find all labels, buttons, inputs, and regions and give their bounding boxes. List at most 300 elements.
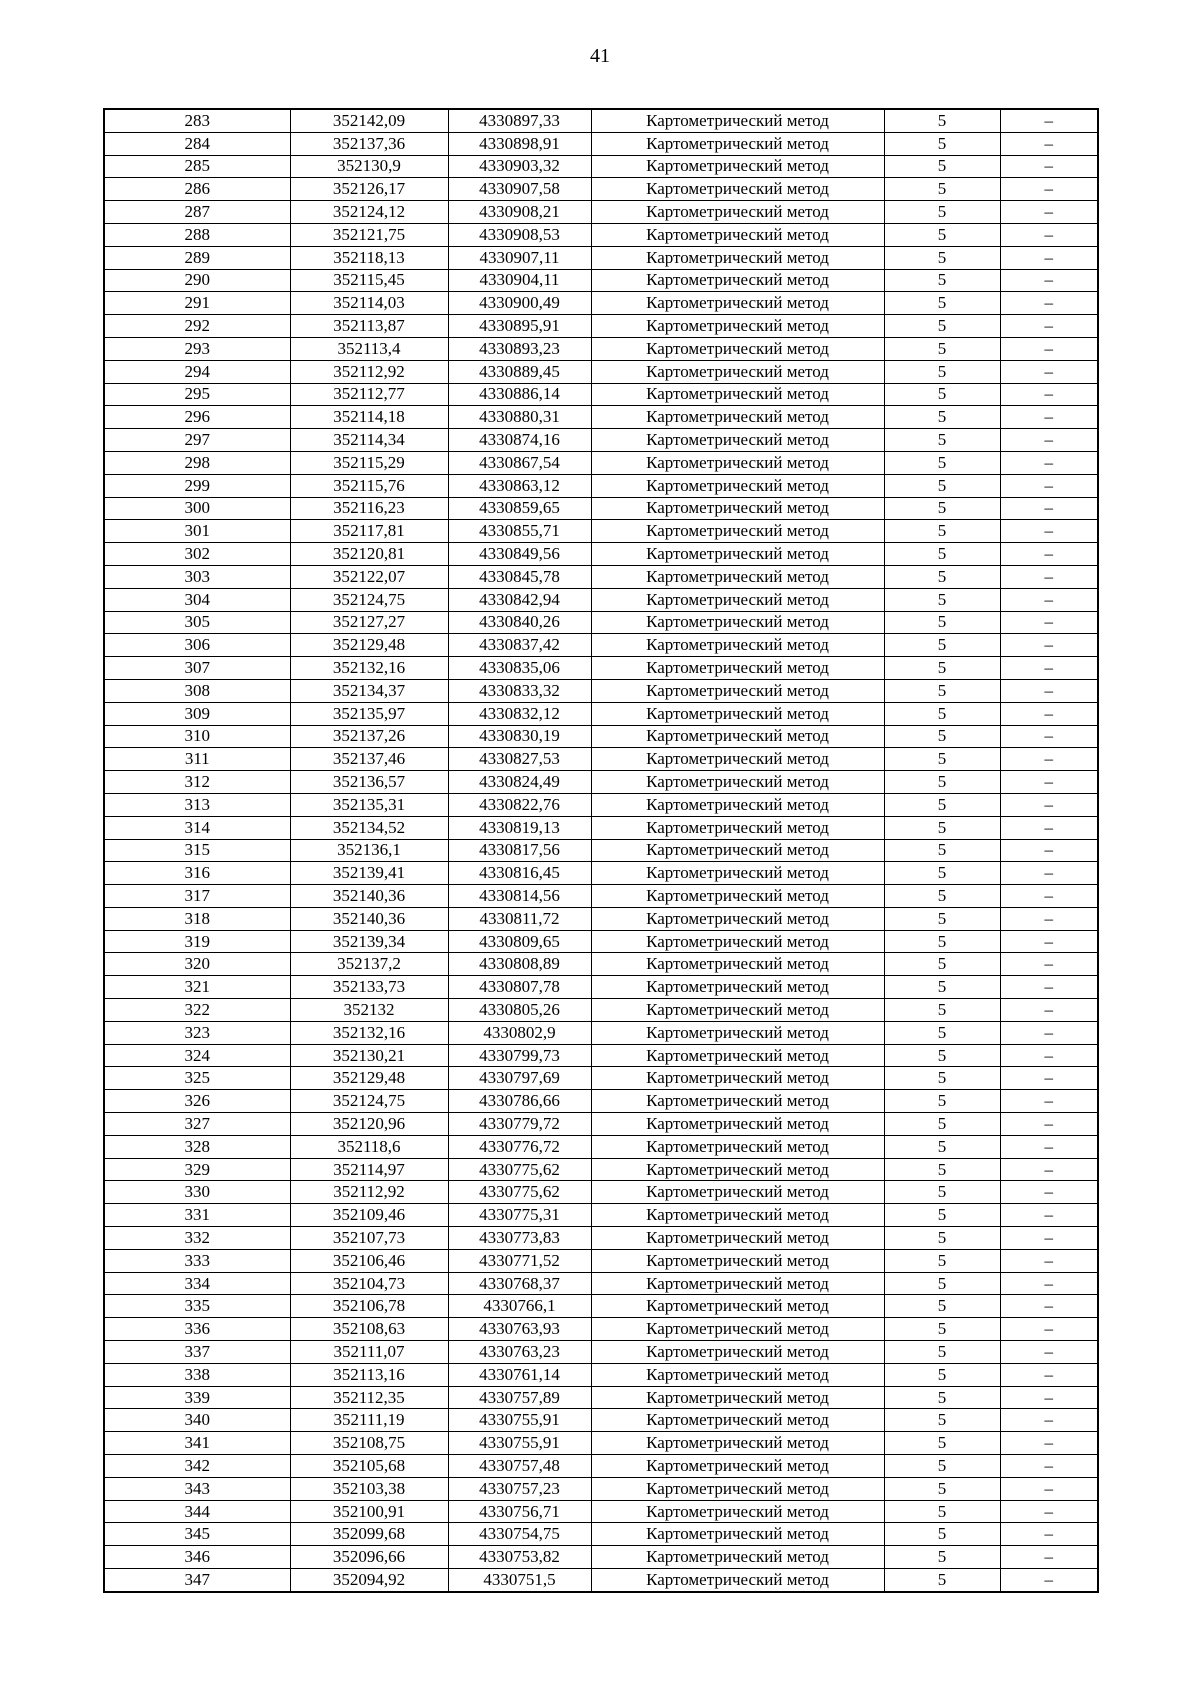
note-cell: – bbox=[1000, 429, 1098, 452]
x-coordinate-cell: 352130,21 bbox=[290, 1044, 448, 1067]
table-row bbox=[104, 907, 1098, 930]
table-row bbox=[104, 1113, 1098, 1136]
method-cell: Картометрический метод bbox=[591, 269, 884, 292]
method-cell: Картометрический метод bbox=[591, 1341, 884, 1364]
table-row bbox=[104, 1569, 1098, 1592]
y-coordinate-cell: 4330840,26 bbox=[448, 611, 591, 634]
accuracy-cell: 5 bbox=[884, 976, 1000, 999]
x-coordinate-cell: 352124,75 bbox=[290, 1090, 448, 1113]
x-coordinate-cell: 352112,35 bbox=[290, 1386, 448, 1409]
accuracy-cell: 5 bbox=[884, 201, 1000, 224]
point-number-cell: 290 bbox=[104, 269, 290, 292]
table-row bbox=[104, 679, 1098, 702]
method-cell: Картометрический метод bbox=[591, 907, 884, 930]
point-number-cell: 315 bbox=[104, 839, 290, 862]
point-number-cell: 295 bbox=[104, 383, 290, 406]
table-row bbox=[104, 543, 1098, 566]
x-coordinate-cell: 352112,92 bbox=[290, 1181, 448, 1204]
x-coordinate-cell: 352122,07 bbox=[290, 565, 448, 588]
point-number-cell: 299 bbox=[104, 474, 290, 497]
point-number-cell: 334 bbox=[104, 1272, 290, 1295]
y-coordinate-cell: 4330867,54 bbox=[448, 451, 591, 474]
x-coordinate-cell: 352117,81 bbox=[290, 520, 448, 543]
y-coordinate-cell: 4330832,12 bbox=[448, 702, 591, 725]
coordinates-table bbox=[103, 108, 1099, 1593]
y-coordinate-cell: 4330755,91 bbox=[448, 1432, 591, 1455]
method-cell: Картометрический метод bbox=[591, 1227, 884, 1250]
note-cell: – bbox=[1000, 223, 1098, 246]
method-cell: Картометрический метод bbox=[591, 1113, 884, 1136]
method-cell: Картометрический метод bbox=[591, 1295, 884, 1318]
y-coordinate-cell: 4330755,91 bbox=[448, 1409, 591, 1432]
point-number-cell: 339 bbox=[104, 1386, 290, 1409]
method-cell: Картометрический метод bbox=[591, 451, 884, 474]
method-cell: Картометрический метод bbox=[591, 1523, 884, 1546]
note-cell: – bbox=[1000, 1181, 1098, 1204]
note-cell: – bbox=[1000, 1135, 1098, 1158]
accuracy-cell: 5 bbox=[884, 1021, 1000, 1044]
x-coordinate-cell: 352126,17 bbox=[290, 178, 448, 201]
table-row bbox=[104, 337, 1098, 360]
point-number-cell: 317 bbox=[104, 885, 290, 908]
method-cell: Картометрический метод bbox=[591, 1158, 884, 1181]
note-cell: – bbox=[1000, 1546, 1098, 1569]
point-number-cell: 319 bbox=[104, 930, 290, 953]
accuracy-cell: 5 bbox=[884, 793, 1000, 816]
y-coordinate-cell: 4330754,75 bbox=[448, 1523, 591, 1546]
table-row bbox=[104, 1181, 1098, 1204]
y-coordinate-cell: 4330775,62 bbox=[448, 1181, 591, 1204]
x-coordinate-cell: 352140,36 bbox=[290, 885, 448, 908]
note-cell: – bbox=[1000, 930, 1098, 953]
note-cell: – bbox=[1000, 611, 1098, 634]
table-row bbox=[104, 1090, 1098, 1113]
point-number-cell: 335 bbox=[104, 1295, 290, 1318]
accuracy-cell: 5 bbox=[884, 588, 1000, 611]
accuracy-cell: 5 bbox=[884, 930, 1000, 953]
point-number-cell: 283 bbox=[104, 109, 290, 132]
x-coordinate-cell: 352139,41 bbox=[290, 862, 448, 885]
note-cell: – bbox=[1000, 816, 1098, 839]
method-cell: Картометрический метод bbox=[591, 1363, 884, 1386]
note-cell: – bbox=[1000, 406, 1098, 429]
y-coordinate-cell: 4330816,45 bbox=[448, 862, 591, 885]
point-number-cell: 303 bbox=[104, 565, 290, 588]
accuracy-cell: 5 bbox=[884, 1295, 1000, 1318]
x-coordinate-cell: 352114,97 bbox=[290, 1158, 448, 1181]
accuracy-cell: 5 bbox=[884, 246, 1000, 269]
accuracy-cell: 5 bbox=[884, 634, 1000, 657]
table-row bbox=[104, 1021, 1098, 1044]
point-number-cell: 344 bbox=[104, 1500, 290, 1523]
method-cell: Картометрический метод bbox=[591, 178, 884, 201]
table-row bbox=[104, 725, 1098, 748]
table-row bbox=[104, 657, 1098, 680]
table-row bbox=[104, 451, 1098, 474]
note-cell: – bbox=[1000, 771, 1098, 794]
table-row bbox=[104, 1204, 1098, 1227]
accuracy-cell: 5 bbox=[884, 1249, 1000, 1272]
table-row bbox=[104, 109, 1098, 132]
note-cell: – bbox=[1000, 1090, 1098, 1113]
accuracy-cell: 5 bbox=[884, 771, 1000, 794]
y-coordinate-cell: 4330807,78 bbox=[448, 976, 591, 999]
y-coordinate-cell: 4330757,23 bbox=[448, 1477, 591, 1500]
x-coordinate-cell: 352100,91 bbox=[290, 1500, 448, 1523]
method-cell: Картометрический метод bbox=[591, 1455, 884, 1478]
x-coordinate-cell: 352108,75 bbox=[290, 1432, 448, 1455]
note-cell: – bbox=[1000, 1477, 1098, 1500]
accuracy-cell: 5 bbox=[884, 360, 1000, 383]
method-cell: Картометрический метод bbox=[591, 1067, 884, 1090]
table-row bbox=[104, 383, 1098, 406]
x-coordinate-cell: 352137,2 bbox=[290, 953, 448, 976]
point-number-cell: 287 bbox=[104, 201, 290, 224]
accuracy-cell: 5 bbox=[884, 816, 1000, 839]
accuracy-cell: 5 bbox=[884, 1523, 1000, 1546]
table-row bbox=[104, 292, 1098, 315]
y-coordinate-cell: 4330756,71 bbox=[448, 1500, 591, 1523]
y-coordinate-cell: 4330751,5 bbox=[448, 1569, 591, 1592]
y-coordinate-cell: 4330904,11 bbox=[448, 269, 591, 292]
y-coordinate-cell: 4330811,72 bbox=[448, 907, 591, 930]
accuracy-cell: 5 bbox=[884, 292, 1000, 315]
point-number-cell: 284 bbox=[104, 132, 290, 155]
y-coordinate-cell: 4330766,1 bbox=[448, 1295, 591, 1318]
note-cell: – bbox=[1000, 1432, 1098, 1455]
x-coordinate-cell: 352104,73 bbox=[290, 1272, 448, 1295]
note-cell: – bbox=[1000, 497, 1098, 520]
x-coordinate-cell: 352135,97 bbox=[290, 702, 448, 725]
x-coordinate-cell: 352130,9 bbox=[290, 155, 448, 178]
method-cell: Картометрический метод bbox=[591, 611, 884, 634]
y-coordinate-cell: 4330776,72 bbox=[448, 1135, 591, 1158]
note-cell: – bbox=[1000, 269, 1098, 292]
y-coordinate-cell: 4330779,72 bbox=[448, 1113, 591, 1136]
accuracy-cell: 5 bbox=[884, 178, 1000, 201]
note-cell: – bbox=[1000, 976, 1098, 999]
accuracy-cell: 5 bbox=[884, 223, 1000, 246]
table-row bbox=[104, 999, 1098, 1022]
accuracy-cell: 5 bbox=[884, 999, 1000, 1022]
x-coordinate-cell: 352142,09 bbox=[290, 109, 448, 132]
note-cell: – bbox=[1000, 999, 1098, 1022]
accuracy-cell: 5 bbox=[884, 565, 1000, 588]
x-coordinate-cell: 352136,57 bbox=[290, 771, 448, 794]
method-cell: Картометрический метод bbox=[591, 565, 884, 588]
accuracy-cell: 5 bbox=[884, 953, 1000, 976]
table-row bbox=[104, 930, 1098, 953]
note-cell: – bbox=[1000, 383, 1098, 406]
table-row bbox=[104, 474, 1098, 497]
accuracy-cell: 5 bbox=[884, 269, 1000, 292]
y-coordinate-cell: 4330833,32 bbox=[448, 679, 591, 702]
point-number-cell: 333 bbox=[104, 1249, 290, 1272]
note-cell: – bbox=[1000, 657, 1098, 680]
method-cell: Картометрический метод bbox=[591, 520, 884, 543]
y-coordinate-cell: 4330775,31 bbox=[448, 1204, 591, 1227]
y-coordinate-cell: 4330817,56 bbox=[448, 839, 591, 862]
method-cell: Картометрический метод bbox=[591, 1386, 884, 1409]
note-cell: – bbox=[1000, 1227, 1098, 1250]
accuracy-cell: 5 bbox=[884, 885, 1000, 908]
y-coordinate-cell: 4330814,56 bbox=[448, 885, 591, 908]
x-coordinate-cell: 352112,77 bbox=[290, 383, 448, 406]
x-coordinate-cell: 352112,92 bbox=[290, 360, 448, 383]
table-row bbox=[104, 748, 1098, 771]
x-coordinate-cell: 352120,96 bbox=[290, 1113, 448, 1136]
note-cell: – bbox=[1000, 1044, 1098, 1067]
y-coordinate-cell: 4330763,23 bbox=[448, 1341, 591, 1364]
note-cell: – bbox=[1000, 725, 1098, 748]
point-number-cell: 301 bbox=[104, 520, 290, 543]
y-coordinate-cell: 4330908,21 bbox=[448, 201, 591, 224]
table-row bbox=[104, 201, 1098, 224]
accuracy-cell: 5 bbox=[884, 337, 1000, 360]
table-row bbox=[104, 588, 1098, 611]
note-cell: – bbox=[1000, 1113, 1098, 1136]
y-coordinate-cell: 4330802,9 bbox=[448, 1021, 591, 1044]
table-row bbox=[104, 178, 1098, 201]
x-coordinate-cell: 352118,6 bbox=[290, 1135, 448, 1158]
accuracy-cell: 5 bbox=[884, 474, 1000, 497]
y-coordinate-cell: 4330842,94 bbox=[448, 588, 591, 611]
point-number-cell: 311 bbox=[104, 748, 290, 771]
point-number-cell: 302 bbox=[104, 543, 290, 566]
note-cell: – bbox=[1000, 155, 1098, 178]
note-cell: – bbox=[1000, 1272, 1098, 1295]
note-cell: – bbox=[1000, 1295, 1098, 1318]
point-number-cell: 332 bbox=[104, 1227, 290, 1250]
table-row bbox=[104, 497, 1098, 520]
x-coordinate-cell: 352114,18 bbox=[290, 406, 448, 429]
point-number-cell: 326 bbox=[104, 1090, 290, 1113]
accuracy-cell: 5 bbox=[884, 679, 1000, 702]
table-row bbox=[104, 885, 1098, 908]
method-cell: Картометрический метод bbox=[591, 223, 884, 246]
table-row bbox=[104, 1432, 1098, 1455]
table-row bbox=[104, 1455, 1098, 1478]
accuracy-cell: 5 bbox=[884, 1477, 1000, 1500]
x-coordinate-cell: 352106,46 bbox=[290, 1249, 448, 1272]
method-cell: Картометрический метод bbox=[591, 702, 884, 725]
y-coordinate-cell: 4330849,56 bbox=[448, 543, 591, 566]
note-cell: – bbox=[1000, 588, 1098, 611]
table-row bbox=[104, 1409, 1098, 1432]
accuracy-cell: 5 bbox=[884, 611, 1000, 634]
point-number-cell: 300 bbox=[104, 497, 290, 520]
note-cell: – bbox=[1000, 178, 1098, 201]
point-number-cell: 343 bbox=[104, 1477, 290, 1500]
accuracy-cell: 5 bbox=[884, 1386, 1000, 1409]
y-coordinate-cell: 4330895,91 bbox=[448, 315, 591, 338]
y-coordinate-cell: 4330824,49 bbox=[448, 771, 591, 794]
point-number-cell: 296 bbox=[104, 406, 290, 429]
x-coordinate-cell: 352118,13 bbox=[290, 246, 448, 269]
table-row bbox=[104, 269, 1098, 292]
note-cell: – bbox=[1000, 451, 1098, 474]
point-number-cell: 323 bbox=[104, 1021, 290, 1044]
point-number-cell: 316 bbox=[104, 862, 290, 885]
y-coordinate-cell: 4330761,14 bbox=[448, 1363, 591, 1386]
x-coordinate-cell: 352129,48 bbox=[290, 1067, 448, 1090]
note-cell: – bbox=[1000, 543, 1098, 566]
note-cell: – bbox=[1000, 520, 1098, 543]
point-number-cell: 337 bbox=[104, 1341, 290, 1364]
note-cell: – bbox=[1000, 793, 1098, 816]
method-cell: Картометрический метод bbox=[591, 839, 884, 862]
point-number-cell: 340 bbox=[104, 1409, 290, 1432]
table-row bbox=[104, 634, 1098, 657]
table-row bbox=[104, 953, 1098, 976]
table-row bbox=[104, 1341, 1098, 1364]
accuracy-cell: 5 bbox=[884, 1181, 1000, 1204]
point-number-cell: 345 bbox=[104, 1523, 290, 1546]
table-row bbox=[104, 793, 1098, 816]
y-coordinate-cell: 4330874,16 bbox=[448, 429, 591, 452]
x-coordinate-cell: 352111,07 bbox=[290, 1341, 448, 1364]
y-coordinate-cell: 4330908,53 bbox=[448, 223, 591, 246]
method-cell: Картометрический метод bbox=[591, 383, 884, 406]
x-coordinate-cell: 352137,36 bbox=[290, 132, 448, 155]
point-number-cell: 329 bbox=[104, 1158, 290, 1181]
note-cell: – bbox=[1000, 292, 1098, 315]
method-cell: Картометрический метод bbox=[591, 155, 884, 178]
table-row bbox=[104, 565, 1098, 588]
x-coordinate-cell: 352140,36 bbox=[290, 907, 448, 930]
accuracy-cell: 5 bbox=[884, 1135, 1000, 1158]
y-coordinate-cell: 4330845,78 bbox=[448, 565, 591, 588]
method-cell: Картометрический метод bbox=[591, 976, 884, 999]
note-cell: – bbox=[1000, 474, 1098, 497]
note-cell: – bbox=[1000, 1500, 1098, 1523]
table-row bbox=[104, 1386, 1098, 1409]
point-number-cell: 324 bbox=[104, 1044, 290, 1067]
x-coordinate-cell: 352120,81 bbox=[290, 543, 448, 566]
y-coordinate-cell: 4330822,76 bbox=[448, 793, 591, 816]
note-cell: – bbox=[1000, 1249, 1098, 1272]
note-cell: – bbox=[1000, 1158, 1098, 1181]
note-cell: – bbox=[1000, 1569, 1098, 1592]
note-cell: – bbox=[1000, 679, 1098, 702]
accuracy-cell: 5 bbox=[884, 1569, 1000, 1592]
x-coordinate-cell: 352111,19 bbox=[290, 1409, 448, 1432]
point-number-cell: 346 bbox=[104, 1546, 290, 1569]
accuracy-cell: 5 bbox=[884, 1546, 1000, 1569]
y-coordinate-cell: 4330805,26 bbox=[448, 999, 591, 1022]
table-row bbox=[104, 406, 1098, 429]
x-coordinate-cell: 352127,27 bbox=[290, 611, 448, 634]
x-coordinate-cell: 352132,16 bbox=[290, 1021, 448, 1044]
y-coordinate-cell: 4330786,66 bbox=[448, 1090, 591, 1113]
accuracy-cell: 5 bbox=[884, 383, 1000, 406]
method-cell: Картометрический метод bbox=[591, 292, 884, 315]
method-cell: Картометрический метод bbox=[591, 634, 884, 657]
accuracy-cell: 5 bbox=[884, 1090, 1000, 1113]
method-cell: Картометрический метод bbox=[591, 793, 884, 816]
table-row bbox=[104, 1272, 1098, 1295]
accuracy-cell: 5 bbox=[884, 1227, 1000, 1250]
x-coordinate-cell: 352115,45 bbox=[290, 269, 448, 292]
accuracy-cell: 5 bbox=[884, 1067, 1000, 1090]
accuracy-cell: 5 bbox=[884, 429, 1000, 452]
note-cell: – bbox=[1000, 315, 1098, 338]
note-cell: – bbox=[1000, 1363, 1098, 1386]
accuracy-cell: 5 bbox=[884, 862, 1000, 885]
x-coordinate-cell: 352113,87 bbox=[290, 315, 448, 338]
point-number-cell: 321 bbox=[104, 976, 290, 999]
point-number-cell: 291 bbox=[104, 292, 290, 315]
accuracy-cell: 5 bbox=[884, 1341, 1000, 1364]
method-cell: Картометрический метод bbox=[591, 748, 884, 771]
table-row bbox=[104, 1523, 1098, 1546]
x-coordinate-cell: 352094,92 bbox=[290, 1569, 448, 1592]
point-number-cell: 313 bbox=[104, 793, 290, 816]
point-number-cell: 286 bbox=[104, 178, 290, 201]
y-coordinate-cell: 4330808,89 bbox=[448, 953, 591, 976]
method-cell: Картометрический метод bbox=[591, 497, 884, 520]
table-row bbox=[104, 611, 1098, 634]
table-row bbox=[104, 1044, 1098, 1067]
point-number-cell: 289 bbox=[104, 246, 290, 269]
method-cell: Картометрический метод bbox=[591, 474, 884, 497]
table-row bbox=[104, 862, 1098, 885]
y-coordinate-cell: 4330900,49 bbox=[448, 292, 591, 315]
table-row bbox=[104, 1227, 1098, 1250]
note-cell: – bbox=[1000, 1409, 1098, 1432]
y-coordinate-cell: 4330768,37 bbox=[448, 1272, 591, 1295]
y-coordinate-cell: 4330797,69 bbox=[448, 1067, 591, 1090]
point-number-cell: 328 bbox=[104, 1135, 290, 1158]
point-number-cell: 330 bbox=[104, 1181, 290, 1204]
note-cell: – bbox=[1000, 634, 1098, 657]
method-cell: Картометрический метод bbox=[591, 679, 884, 702]
y-coordinate-cell: 4330855,71 bbox=[448, 520, 591, 543]
accuracy-cell: 5 bbox=[884, 406, 1000, 429]
table-row bbox=[104, 1546, 1098, 1569]
x-coordinate-cell: 352113,4 bbox=[290, 337, 448, 360]
method-cell: Картометрический метод bbox=[591, 337, 884, 360]
accuracy-cell: 5 bbox=[884, 451, 1000, 474]
x-coordinate-cell: 352132 bbox=[290, 999, 448, 1022]
table-row bbox=[104, 1135, 1098, 1158]
method-cell: Картометрический метод bbox=[591, 201, 884, 224]
point-number-cell: 325 bbox=[104, 1067, 290, 1090]
note-cell: – bbox=[1000, 1318, 1098, 1341]
x-coordinate-cell: 352109,46 bbox=[290, 1204, 448, 1227]
point-number-cell: 309 bbox=[104, 702, 290, 725]
point-number-cell: 312 bbox=[104, 771, 290, 794]
point-number-cell: 318 bbox=[104, 907, 290, 930]
x-coordinate-cell: 352129,48 bbox=[290, 634, 448, 657]
table-row bbox=[104, 155, 1098, 178]
accuracy-cell: 5 bbox=[884, 1272, 1000, 1295]
x-coordinate-cell: 352124,12 bbox=[290, 201, 448, 224]
accuracy-cell: 5 bbox=[884, 497, 1000, 520]
page-number: 41 bbox=[590, 45, 610, 67]
accuracy-cell: 5 bbox=[884, 1409, 1000, 1432]
x-coordinate-cell: 352116,23 bbox=[290, 497, 448, 520]
method-cell: Картометрический метод bbox=[591, 1546, 884, 1569]
y-coordinate-cell: 4330907,11 bbox=[448, 246, 591, 269]
method-cell: Картометрический метод bbox=[591, 360, 884, 383]
method-cell: Картометрический метод bbox=[591, 1318, 884, 1341]
y-coordinate-cell: 4330903,32 bbox=[448, 155, 591, 178]
x-coordinate-cell: 352121,75 bbox=[290, 223, 448, 246]
y-coordinate-cell: 4330907,58 bbox=[448, 178, 591, 201]
point-number-cell: 338 bbox=[104, 1363, 290, 1386]
x-coordinate-cell: 352137,46 bbox=[290, 748, 448, 771]
